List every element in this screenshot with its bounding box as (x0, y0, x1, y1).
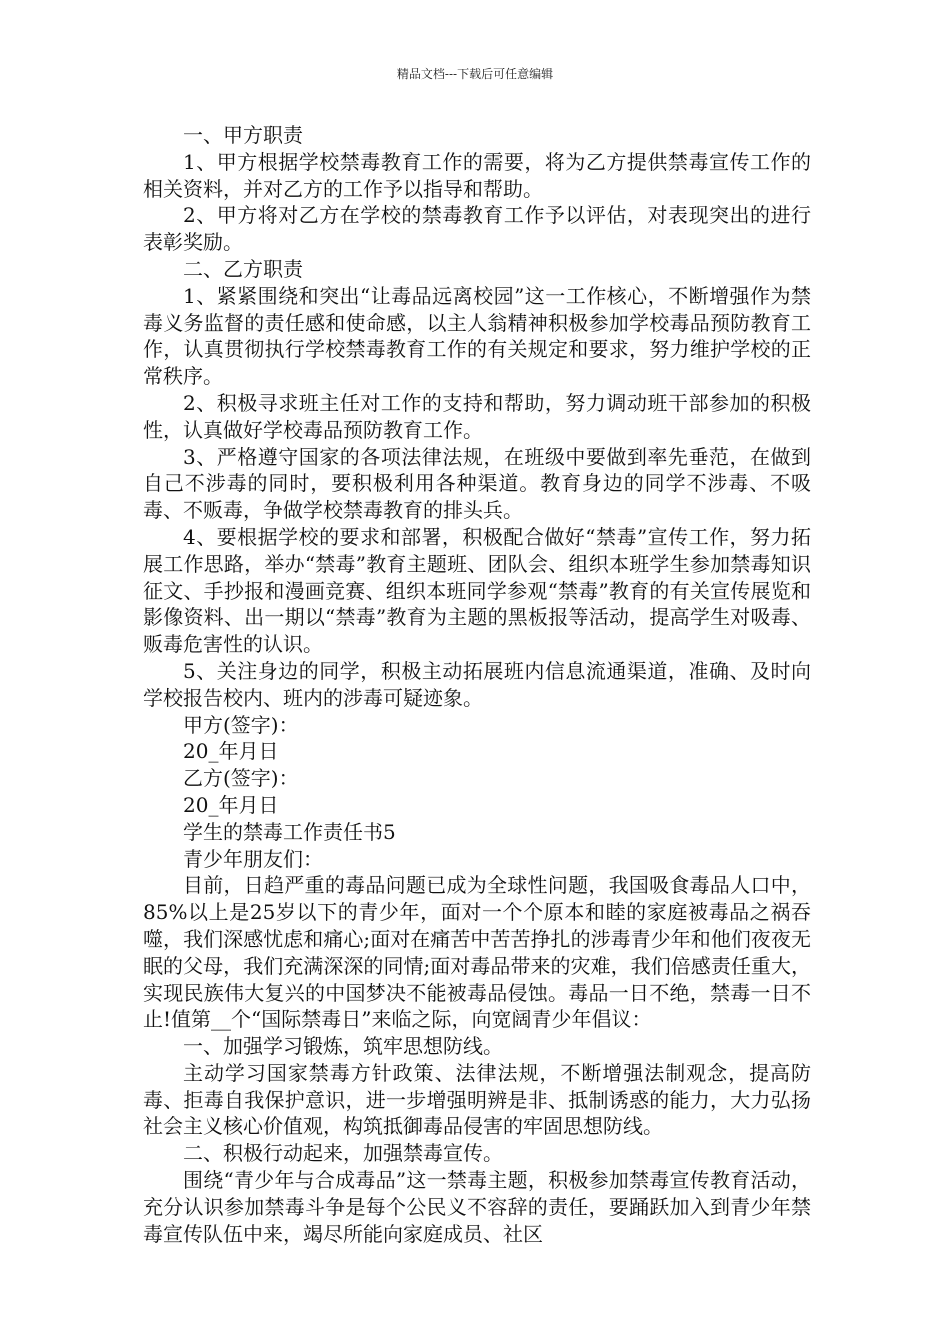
section-heading: 一、加强学习锻炼，筑牢思想防线。 (183, 1034, 503, 1059)
paragraph: 4、要根据学校的要求和部署，积极配合做好“禁毒”宣传工作，努力拓展工作思路，举办“禁毒”教育主题班、团队会、组织本班学生参加禁毒知识征文、手抄报和漫画竞赛、组织本班同学参观“禁毒”教育的有关宣传展览和影像资料、出一期以“禁毒”教育为主题的黑板报等活动，提高学生对吸毒、贩毒危害性的认识。 (143, 524, 811, 657)
paragraph: 2、积极寻求班主任对工作的支持和帮助，努力调动班干部参加的积极性，认真做好学校毒品预防教育工作。 (143, 390, 811, 442)
section-heading: 二、积极行动起来，加强禁毒宣传。 (183, 1141, 503, 1166)
signature-line-party-b: 乙方(签字)： (183, 766, 299, 791)
paragraph: 2、甲方将对乙方在学校的禁毒教育工作予以评估，对表现突出的进行表彰奖励。 (143, 203, 811, 255)
paragraph: 5、关注身边的同学，积极主动拓展班内信息流通渠道，准确、及时向学校报告校内、班内的涉毒可疑迹象。 (143, 658, 811, 710)
paragraph: 围绕“青少年与合成毒品”这一禁毒主题，积极参加禁毒宣传教育活动，充分认识参加禁毒斗争是每个公民义不容辞的责任，要踊跃加入到青少年禁毒宣传队伍中来，竭尽所能向家庭成员、社区 (143, 1168, 811, 1246)
date-line: 20_年月日 (183, 739, 279, 764)
document-title: 学生的禁毒工作责任书5 (183, 819, 396, 844)
document-body (143, 122, 811, 1247)
date-line: 20_年月日 (183, 792, 279, 817)
section-heading-party-b: 二、乙方职责 (183, 256, 303, 281)
paragraph: 1、甲方根据学校禁毒教育工作的需要，将为乙方提供禁毒宣传工作的相关资料，并对乙方的工作予以指导和帮助。 (143, 149, 811, 201)
paragraph: 3、严格遵守国家的各项法律法规，在班级中要做到率先垂范，在做到自己不涉毒的同时，要积极利用各种渠道。教育身边的同学不涉毒、不吸毒、不贩毒，争做学校禁毒教育的排头兵。 (143, 444, 811, 523)
signature-line-party-a: 甲方(签字)： (183, 712, 299, 737)
paragraph: 目前，日趋严重的毒品问题已成为全球性问题，我国吸食毒品人口中，85%以上是25岁以下的青少年，面对一个个原本和睦的家庭被毒品之祸吞噬，我们深感忧虑和痛心;面对在痛苦中苦苦挣扎的涉毒青少年和他们夜夜无眠的父母，我们充满深深的同情;面对毒品带来的灾难，我们倍感责任重大，实现民族伟大复兴的中国梦决不能被毒品侵蚀。毒品一日不绝，禁毒一日不止!值第__个“国际禁毒日”来临之际，向宽阔青少年倡议： (143, 873, 811, 1032)
section-heading-party-a: 一、甲方职责 (183, 123, 303, 147)
paragraph: 主动学习国家禁毒方针政策、法律法规，不断增强法制观念，提高防毒、拒毒自我保护意识，进一步增强明辨是非、抵制诱惑的能力，大力弘扬社会主义核心价值观，构筑抵御毒品侵害的牢固思想防线。 (143, 1060, 811, 1139)
page-header: 精品文档---下载后可任意编辑 (396, 67, 554, 81)
paragraph: 1、紧紧围绕和突出“让毒品远离校园”这一工作核心，不断增强作为禁毒义务监督的责任感和使命感，以主人翁精神积极参加学校毒品预防教育工作，认真贯彻执行学校禁毒教育工作的有关规定和要求，努力维护学校的正常秩序。 (143, 283, 811, 389)
salutation: 青少年朋友们： (183, 846, 323, 871)
